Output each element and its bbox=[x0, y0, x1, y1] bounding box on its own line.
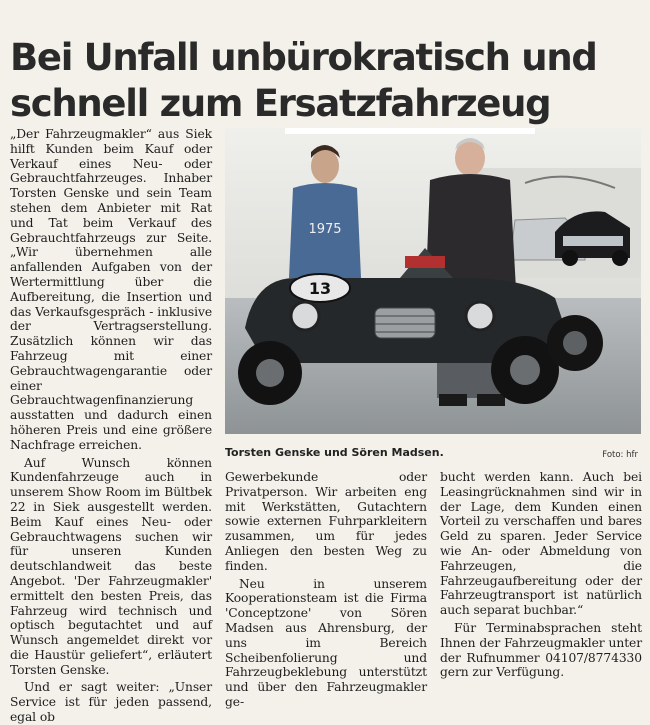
paragraph: bucht werden kann. Auch bei Leasingrücknahmen sind wir in der Lage, dem Kunden einen Vorteil zu verschaffen und bares Geld zu sparen. Jeder Service wie An- oder Abmeldung von Fahrzeugen, die Fahrzeugaufbereitung oder der Fahrzeugtransport ist natürlich auch separat buchbar.“ bbox=[440, 470, 642, 618]
paragraph: Und er sagt weiter: „Unser Service ist für jeden passend, egal ob bbox=[10, 680, 212, 725]
showroom-photo-illustration bbox=[225, 128, 641, 434]
headline: Bei Unfall unbürokratisch und schnell zum Ersatzfahrzeug bbox=[10, 35, 597, 125]
article-column-3 bbox=[440, 470, 642, 680]
article-column-1 bbox=[10, 127, 212, 725]
paragraph: Für Terminabsprachen steht Ihnen der Fahrzeugmakler unter der Rufnummer 04107/8774330 gern zur Verfügung. bbox=[440, 620, 642, 680]
article-photo bbox=[225, 128, 641, 434]
article-column-2 bbox=[225, 470, 427, 710]
paragraph: „Der Fahrzeugmakler“ aus Siek hilft Kunden beim Kauf oder Verkauf eines Neu- oder Gebrauchtfahrzeuges. Inhaber Torsten Genske und sein Team stehen dem Anbieter mit Rat und Tat beim Verkauf des Gebrauchtfahrzeugs zur Seite. „Wir übernehmen alle anfallenden Aufgaben von der Wertermittlung über die Aufbereitung, die Insertion und das Verkaufsgespräch - inklusive der Vertragserstellung. Zusätzlich können wir das Fahrzeug mit einer Gebrauchtwagengarantie oder einer Gebrauchtwagenfinanzierung ausstatten und dadurch einen höheren Preis und eine größere Nachfrage erreichen. bbox=[10, 127, 212, 452]
car-number: 13 bbox=[308, 279, 332, 298]
sweatshirt-text: 1975 bbox=[308, 222, 342, 237]
paragraph: Gewerbekunde oder Privatperson. Wir arbeiten eng mit Werkstätten, Gutachtern sowie externen Fuhrparkleitern zusammen, um für jedes Anliegen den besten Weg zu finden. bbox=[225, 470, 427, 573]
photo-caption: Torsten Genske und Sören Madsen. bbox=[225, 446, 444, 459]
paragraph: Neu in unserem Kooperationsteam ist die Firma 'Conceptzone' von Sören Madsen aus Ahrensburg, der uns im Bereich Scheibenfolierung und Fahrzeugbeklebung unterstützt und über den Fahrzeugmakler ge- bbox=[225, 576, 427, 709]
photo-credit: Foto: hfr bbox=[602, 450, 638, 460]
paragraph: Auf Wunsch können Kundenfahrzeuge auch in unserem Show Room im Bültbek 22 in Siek ausgestellt werden. Beim Kauf eines Neu- oder Gebrauchtwagens suchen wir für unseren Kunden deutschlandweit das beste Angebot. 'Der Fahrzeugmakler' ermittelt den besten Preis, das Fahrzeug wird technisch und optisch begutachtet und auf Wunsch angemeldet direkt vor die Haustür geliefert“, erläutert Torsten Genske. bbox=[10, 455, 212, 677]
